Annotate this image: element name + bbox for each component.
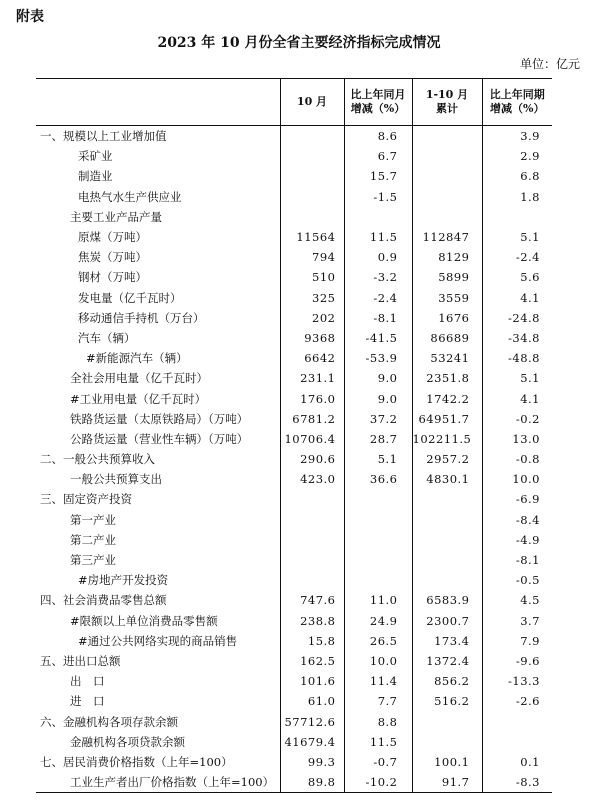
cell-cum: 516.2	[412, 691, 482, 711]
cell-yoy: 15.7	[344, 166, 412, 186]
header-cumulative	[412, 79, 482, 126]
row-indicator-name: #新能源汽车（辆）	[36, 348, 280, 368]
table-row	[36, 126, 552, 147]
table-row	[36, 530, 552, 550]
header-yoy-period	[482, 79, 552, 126]
cell-cum	[412, 126, 482, 147]
row-indicator-name: 钢材（万吨）	[36, 267, 280, 287]
row-indicator-name: 七、居民消费价格指数（上年=100）	[36, 752, 280, 772]
cell-yoy-cum: 0.1	[520, 754, 540, 769]
cell-yoy: 11.5	[344, 732, 412, 752]
cell-yoy-cum: 4.1	[520, 290, 540, 305]
cell-yoy-cum: -0.5	[515, 573, 540, 588]
cell-yoy-cum: 5.1	[520, 371, 540, 386]
cell-cum	[412, 510, 482, 530]
cell-cum: 856.2	[412, 671, 482, 691]
table-row	[36, 348, 552, 368]
cell-yoy-cum: -6.9	[515, 492, 540, 507]
cell-oct	[280, 550, 344, 570]
cell-yoy-cum: 7.9	[520, 633, 540, 648]
cell-yoy: 9.0	[344, 388, 412, 408]
cell-yoy: -1.5	[344, 187, 412, 207]
cell-yoy-cum: -0.2	[515, 411, 540, 426]
cell-yoy-cum	[482, 711, 552, 731]
cell-cum: 53241	[412, 348, 482, 368]
cell-oct: 325	[280, 288, 344, 308]
cell-oct	[280, 510, 344, 530]
cell-cum: 86689	[412, 328, 482, 348]
cell-yoy: 8.6	[344, 126, 412, 147]
cell-cum: 64951.7	[412, 409, 482, 429]
cell-yoy: 0.9	[344, 247, 412, 267]
table-row	[36, 570, 552, 590]
cell-oct: 6642	[280, 348, 344, 368]
cell-yoy: 9.0	[344, 368, 412, 388]
cell-yoy-cum: 4.5	[520, 593, 540, 608]
cell-yoy: -53.9	[344, 348, 412, 368]
header-indicator	[36, 79, 280, 126]
cell-yoy	[344, 489, 412, 509]
row-indicator-name: 六、金融机构各项存款余额	[36, 711, 280, 731]
cell-oct	[280, 187, 344, 207]
cell-yoy-cum: -24.8	[508, 310, 540, 325]
cell-yoy: 36.6	[344, 469, 412, 489]
cell-cum: 6583.9	[412, 590, 482, 610]
table-row	[36, 308, 552, 328]
cell-cum: 1372.4	[412, 651, 482, 671]
cell-oct: 290.6	[280, 449, 344, 469]
cell-yoy: -0.7	[344, 752, 412, 772]
table-title: 2023 年 10 月份全省主要经济指标完成情况	[157, 35, 441, 51]
cell-yoy-cum: 5.1	[520, 230, 540, 245]
cell-yoy: -41.5	[344, 328, 412, 348]
table-row	[36, 388, 552, 408]
table-row	[36, 469, 552, 489]
cell-cum	[412, 550, 482, 570]
cell-cum: 100.1	[412, 752, 482, 772]
row-indicator-name: 第三产业	[36, 550, 280, 570]
attachment-label: 附表	[16, 9, 44, 25]
cell-cum: 8129	[412, 247, 482, 267]
cell-oct: 57712.6	[280, 711, 344, 731]
header-cumulative-line1: 1-10 月	[425, 88, 469, 101]
row-indicator-name: 工业生产者出厂价格指数（上年=100）	[36, 772, 280, 793]
header-yoy-month-line2: 增减（%）	[350, 102, 406, 115]
cell-cum	[412, 530, 482, 550]
cell-yoy: -3.2	[344, 267, 412, 287]
row-indicator-name: 主要工业产品产量	[36, 207, 280, 227]
cell-oct: 176.0	[280, 388, 344, 408]
header-yoy-period-line1: 比上年同期	[489, 88, 545, 101]
cell-yoy-cum: -8.1	[515, 553, 540, 568]
cell-yoy: 11.5	[344, 227, 412, 247]
cell-oct: 423.0	[280, 469, 344, 489]
cell-oct	[280, 146, 344, 166]
cell-yoy: 6.7	[344, 146, 412, 166]
row-indicator-name: 五、进出口总额	[36, 651, 280, 671]
table-row	[36, 368, 552, 388]
cell-cum	[412, 166, 482, 186]
row-indicator-name: 汽车（辆）	[36, 328, 280, 348]
row-indicator-name: 进 口	[36, 691, 280, 711]
row-indicator-name: 焦炭（万吨）	[36, 247, 280, 267]
table-row	[36, 247, 552, 267]
cell-yoy-cum	[482, 732, 552, 752]
header-cumulative-line2: 累计	[436, 102, 458, 115]
table-row	[36, 429, 552, 449]
cell-oct: 15.8	[280, 631, 344, 651]
cell-yoy-cum: 13.0	[512, 431, 540, 446]
table-row	[36, 288, 552, 308]
cell-cum: 2957.2	[412, 449, 482, 469]
economic-indicators-table	[36, 78, 552, 793]
cell-cum: 173.4	[412, 631, 482, 651]
cell-yoy: 26.5	[344, 631, 412, 651]
cell-oct: 89.8	[280, 772, 344, 793]
cell-cum	[412, 489, 482, 509]
cell-cum: 1676	[412, 308, 482, 328]
table-row	[36, 772, 552, 793]
row-indicator-name: 第二产业	[36, 530, 280, 550]
cell-yoy-cum: -34.8	[508, 330, 540, 345]
cell-cum	[412, 187, 482, 207]
row-indicator-name: 电热气水生产供应业	[36, 187, 280, 207]
row-indicator-name: 制造业	[36, 166, 280, 186]
cell-yoy-cum: 3.9	[520, 129, 540, 144]
cell-oct: 794	[280, 247, 344, 267]
cell-cum: 112847	[412, 227, 482, 247]
table-row	[36, 752, 552, 772]
cell-yoy: 24.9	[344, 611, 412, 631]
row-indicator-name: 发电量（亿千瓦时）	[36, 288, 280, 308]
row-indicator-name: #通过公共网络实现的商品销售	[36, 631, 280, 651]
table-row	[36, 651, 552, 671]
cell-cum: 2351.8	[412, 368, 482, 388]
cell-cum: 3559	[412, 288, 482, 308]
header-yoy-month	[344, 79, 412, 126]
cell-oct: 11564	[280, 227, 344, 247]
row-indicator-name: 四、社会消费品零售总额	[36, 590, 280, 610]
row-indicator-name: 一、规模以上工业增加值	[36, 126, 280, 147]
cell-yoy	[344, 530, 412, 550]
cell-oct: 202	[280, 308, 344, 328]
table-row	[36, 732, 552, 752]
row-indicator-name: 移动通信手持机（万台）	[36, 308, 280, 328]
table-row	[36, 207, 552, 227]
table-row	[36, 187, 552, 207]
table-row	[36, 550, 552, 570]
table-row	[36, 328, 552, 348]
cell-yoy: -2.4	[344, 288, 412, 308]
row-indicator-name: 公路货运量（营业性车辆）（万吨）	[36, 429, 280, 449]
cell-oct: 510	[280, 267, 344, 287]
row-indicator-name: #工业用电量（亿千瓦时）	[36, 388, 280, 408]
cell-cum	[412, 732, 482, 752]
unit-label: 单位：亿元	[519, 57, 580, 71]
cell-yoy: 11.0	[344, 590, 412, 610]
table-row	[36, 510, 552, 530]
cell-yoy-cum: -9.6	[515, 653, 540, 668]
table-row	[36, 267, 552, 287]
table-row	[36, 611, 552, 631]
table-row	[36, 146, 552, 166]
cell-yoy-cum: 2.9	[520, 149, 540, 164]
table-row	[36, 590, 552, 610]
cell-cum: 1742.2	[412, 388, 482, 408]
cell-cum: 91.7	[412, 772, 482, 793]
cell-oct: 162.5	[280, 651, 344, 671]
cell-oct	[280, 126, 344, 147]
cell-oct: 747.6	[280, 590, 344, 610]
cell-cum: 4830.1	[412, 469, 482, 489]
cell-yoy: 10.0	[344, 651, 412, 671]
cell-yoy-cum: -2.6	[515, 694, 540, 709]
cell-oct	[280, 489, 344, 509]
cell-yoy-cum: 5.6	[520, 270, 540, 285]
row-indicator-name: #限额以上单位消费品零售额	[36, 611, 280, 631]
header-october	[280, 79, 344, 126]
cell-yoy-cum: 1.8	[520, 189, 540, 204]
cell-cum	[412, 711, 482, 731]
row-indicator-name: 全社会用电量（亿千瓦时）	[36, 368, 280, 388]
cell-oct: 41679.4	[280, 732, 344, 752]
cell-oct: 9368	[280, 328, 344, 348]
cell-yoy-cum: 10.0	[512, 472, 540, 487]
cell-oct: 101.6	[280, 671, 344, 691]
cell-yoy	[344, 207, 412, 227]
row-indicator-name: 出 口	[36, 671, 280, 691]
cell-oct: 10706.4	[280, 429, 344, 449]
cell-yoy-cum: -48.8	[508, 351, 540, 366]
cell-yoy-cum: -8.4	[515, 512, 540, 527]
row-indicator-name: 三、固定资产投资	[36, 489, 280, 509]
cell-cum: 5899	[412, 267, 482, 287]
cell-yoy-cum: -13.3	[508, 674, 540, 689]
row-indicator-name: 金融机构各项贷款余额	[36, 732, 280, 752]
cell-yoy: -10.2	[344, 772, 412, 793]
cell-yoy: 7.7	[344, 691, 412, 711]
cell-yoy: 28.7	[344, 429, 412, 449]
cell-yoy-cum: 4.1	[520, 391, 540, 406]
cell-oct: 99.3	[280, 752, 344, 772]
table-header-row	[36, 79, 552, 126]
cell-oct	[280, 207, 344, 227]
row-indicator-name: 铁路货运量（太原铁路局）（万吨）	[36, 409, 280, 429]
cell-yoy	[344, 570, 412, 590]
table-row	[36, 671, 552, 691]
table-row	[36, 489, 552, 509]
cell-oct: 6781.2	[280, 409, 344, 429]
cell-oct: 231.1	[280, 368, 344, 388]
cell-oct: 238.8	[280, 611, 344, 631]
table-row	[36, 631, 552, 651]
cell-yoy	[344, 510, 412, 530]
row-indicator-name: 采矿业	[36, 146, 280, 166]
cell-oct: 61.0	[280, 691, 344, 711]
row-indicator-name: 第一产业	[36, 510, 280, 530]
row-indicator-name: #房地产开发投资	[36, 570, 280, 590]
cell-cum: 2300.7	[412, 611, 482, 631]
table-row	[36, 227, 552, 247]
header-october-label: 10 月	[296, 95, 328, 108]
cell-yoy-cum: -4.9	[515, 532, 540, 547]
row-indicator-name: 原煤（万吨）	[36, 227, 280, 247]
cell-cum	[412, 570, 482, 590]
cell-yoy: 8.8	[344, 711, 412, 731]
table-row	[36, 409, 552, 429]
table-row	[36, 691, 552, 711]
cell-cum	[412, 207, 482, 227]
cell-yoy: 5.1	[344, 449, 412, 469]
cell-oct	[280, 570, 344, 590]
cell-yoy: 37.2	[344, 409, 412, 429]
cell-oct	[280, 166, 344, 186]
cell-yoy: -8.1	[344, 308, 412, 328]
row-indicator-name: 一般公共预算支出	[36, 469, 280, 489]
cell-yoy-cum: 6.8	[520, 169, 540, 184]
header-yoy-period-line2: 增减（%）	[490, 102, 545, 115]
cell-yoy-cum: -2.4	[515, 250, 540, 265]
header-yoy-month-line1: 比上年同月	[350, 88, 406, 101]
row-indicator-name: 二、一般公共预算收入	[36, 449, 280, 469]
cell-cum	[412, 146, 482, 166]
cell-yoy-cum: -8.3	[482, 772, 552, 793]
cell-yoy-cum	[482, 207, 552, 227]
cell-oct	[280, 530, 344, 550]
cell-yoy	[344, 550, 412, 570]
table-row	[36, 711, 552, 731]
cell-yoy: 11.4	[344, 671, 412, 691]
table-row	[36, 166, 552, 186]
cell-yoy-cum: -0.8	[515, 452, 540, 467]
cell-cum: 102211.5	[412, 429, 482, 449]
table-row	[36, 449, 552, 469]
cell-yoy-cum: 3.7	[520, 613, 540, 628]
